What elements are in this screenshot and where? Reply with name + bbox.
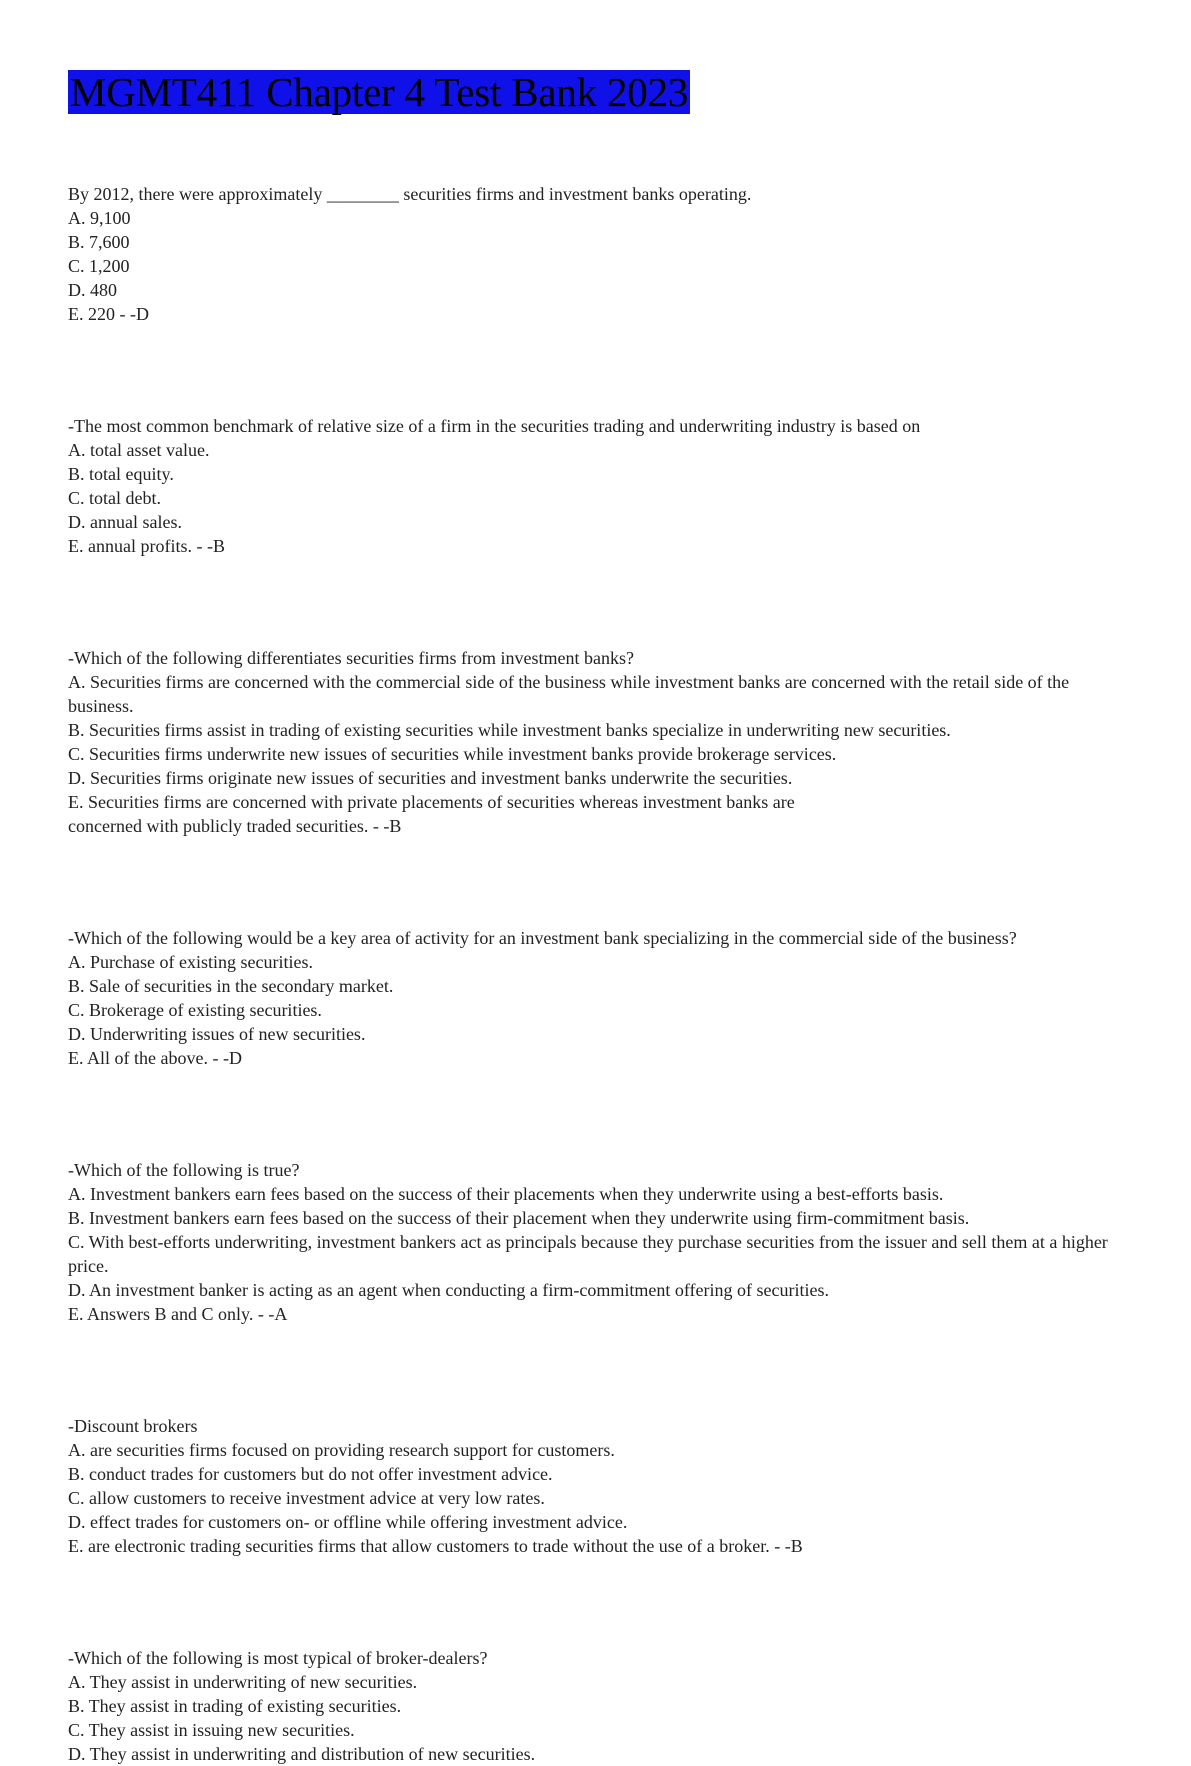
document-title: MGMT411 Chapter 4 Test Bank 2023 [70,69,689,115]
answer-option: A. They assist in underwriting of new securities. [68,1672,418,1692]
question-stem: -Discount brokers [68,1416,198,1436]
answer-option: E. All of the above. - -D [68,1048,242,1068]
answer-option: D. An investment banker is acting as an agent when conducting a firm-commitment offering of securities. [68,1280,829,1300]
answer-option: B. Sale of securities in the secondary market. [68,976,394,996]
answer-option: D. Securities firms originate new issues of securities and investment banks underwrite the securities. [68,768,793,788]
question-stem: -Which of the following differentiates securities firms from investment banks? [68,648,635,668]
question-stem: -Which of the following is most typical of broker-dealers? [68,1648,488,1668]
answer-option: B. They assist in trading of existing securities. [68,1696,402,1716]
answer-option: C. total debt. [68,488,161,508]
answer-option: C. allow customers to receive investment advice at very low rates. [68,1488,545,1508]
answer-option: B. 7,600 [68,232,130,252]
answer-option: A. are securities firms focused on providing research support for customers. [68,1440,615,1460]
answer-option: A. total asset value. [68,440,210,460]
answer-option: E. annual profits. - -B [68,536,225,556]
question-1 [68,182,1136,326]
answer-option: D. effect trades for customers on- or offline while offering investment advice. [68,1512,628,1532]
answer-option: D. 480 [68,280,117,300]
answer-option: E. are electronic trading securities firms that allow customers to trade without the use of a broker. - -B [68,1536,803,1556]
answer-option: B. Securities firms assist in trading of existing securities while investment banks specialize in underwriting new securities. [68,720,951,740]
question-stem: -The most common benchmark of relative size of a firm in the securities trading and underwriting industry is based on [68,416,921,436]
answer-option: A. Purchase of existing securities. [68,952,313,972]
answer-option: C. They assist in issuing new securities. [68,1720,355,1740]
answer-option: A. 9,100 [68,208,131,228]
question-4 [68,926,1136,1070]
answer-option: E. Answers B and C only. - -A [68,1304,288,1324]
question-stem: -Which of the following would be a key area of activity for an investment bank specializing in the commercial side of the business? [68,928,1017,948]
answer-option: B. conduct trades for customers but do not offer investment advice. [68,1464,553,1484]
question-5 [68,1158,1136,1326]
question-6 [68,1414,1136,1558]
answer-option: D. annual sales. [68,512,182,532]
answer-option: E. 220 - -D [68,304,149,324]
answer-option: concerned with publicly traded securities. - -B [68,816,402,836]
answer-option: C. With best-efforts underwriting, investment bankers act as principals because they purchase securities from the issuer and sell them at a higher price. [68,1232,1108,1276]
question-7 [68,1646,1136,1766]
answer-option: C. Brokerage of existing securities. [68,1000,322,1020]
answer-option: E. Securities firms are concerned with private placements of securities whereas investment banks are [68,792,795,812]
question-2 [68,414,1136,558]
question-3 [68,646,1136,838]
answer-option: C. Securities firms underwrite new issues of securities while investment banks provide brokerage services. [68,744,837,764]
answer-option: A. Investment bankers earn fees based on the success of their placements when they underwrite using a best-efforts basis. [68,1184,944,1204]
question-list [68,182,1136,1766]
answer-option: D. They assist in underwriting and distribution of new securities. [68,1744,536,1764]
question-stem: -Which of the following is true? [68,1160,300,1180]
question-stem: By 2012, there were approximately ________ securities firms and investment banks operating. [68,184,752,204]
answer-option: B. Investment bankers earn fees based on the success of their placement when they underwrite using firm-commitment basis. [68,1208,970,1228]
answer-option: B. total equity. [68,464,174,484]
answer-option: C. 1,200 [68,256,130,276]
answer-option: D. Underwriting issues of new securities. [68,1024,366,1044]
answer-option: A. Securities firms are concerned with the commercial side of the business while investment banks are concerned with the retail side of the business. [68,672,1070,716]
